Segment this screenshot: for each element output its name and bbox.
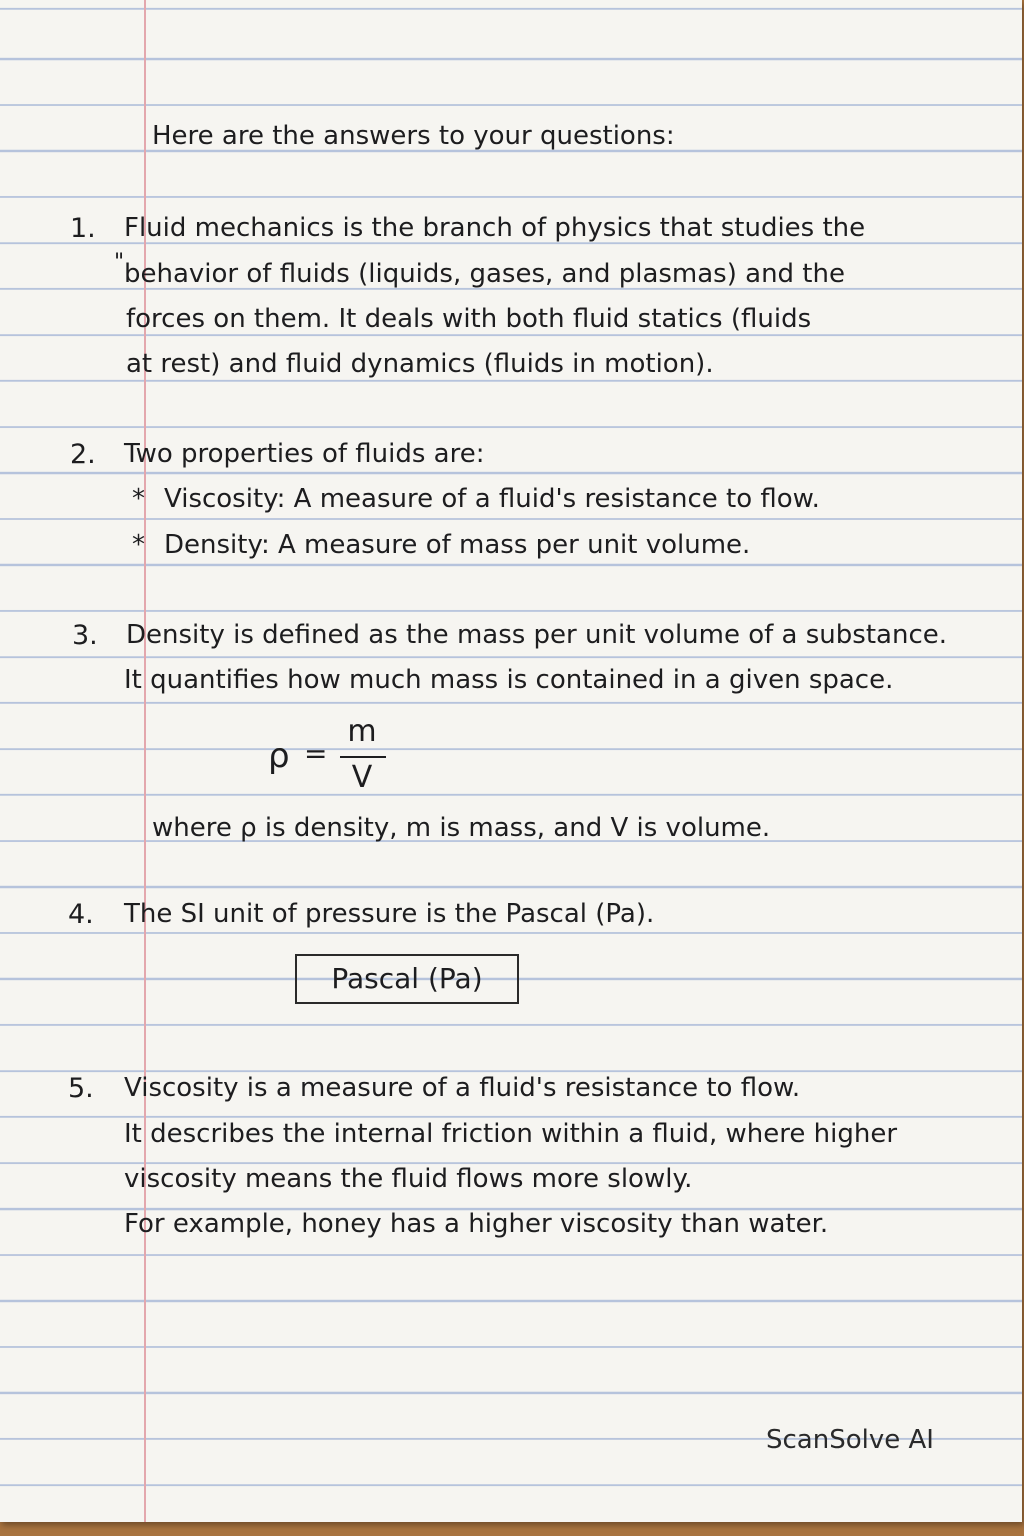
scansolve-signature: ScanSolve AI [766, 1425, 934, 1455]
question-1-line-1: Fluid mechanics is the branch of physics that studies the [124, 213, 866, 243]
question-2-line-1: Two properties of fluids are: [124, 439, 485, 469]
question-5-line-1: Viscosity is a measure of a fluid's resistance to flow. [124, 1073, 801, 1103]
question-4-line-1: The SI unit of pressure is the Pascal (Pa). [124, 899, 655, 929]
question-1-line-2: behavior of fluids (liquids, gases, and plasmas) and the [124, 259, 845, 289]
bullet-asterisk-icon: * [132, 484, 145, 514]
stray-quote-mark: " [114, 250, 125, 275]
question-2-number: 2. [70, 439, 96, 470]
question-1-line-3: forces on them. It deals with both fluid statics (fluids [126, 304, 812, 334]
formula-explanation: where ρ is density, m is mass, and V is volume. [152, 813, 771, 843]
density-formula [268, 714, 398, 798]
formula-rho: ρ [268, 736, 290, 776]
formula-equals: = [304, 737, 328, 770]
boxed-answer [295, 954, 519, 1004]
bullet-text: Viscosity: A measure of a fluid's resistance to flow. [164, 484, 820, 514]
question-3-number: 3. [72, 620, 98, 651]
question-2-bullet-1 [132, 477, 820, 522]
bullet-asterisk-icon: * [132, 530, 145, 560]
question-3-line-2: It quantifies how much mass is contained in a given space. [124, 665, 894, 695]
question-5-line-4: For example, honey has a higher viscosity than water. [124, 1209, 829, 1239]
boxed-answer-text: Pascal (Pa) [331, 962, 483, 995]
question-2-bullet-2 [132, 523, 750, 568]
question-5-line-2: It describes the internal friction within a fluid, where higher [124, 1119, 898, 1149]
question-1-number: 1. [70, 213, 96, 244]
question-1-line-4: at rest) and fluid dynamics (fluids in motion). [126, 349, 714, 379]
fraction-bar [340, 756, 386, 758]
question-3-line-1: Density is defined as the mass per unit volume of a substance. [126, 620, 947, 650]
formula-denominator: V [351, 760, 373, 795]
formula-numerator: m [347, 714, 377, 749]
question-5-line-3: viscosity means the fluid flows more slowly. [124, 1164, 693, 1194]
question-4-number: 4. [68, 899, 94, 930]
intro-text: Here are the answers to your questions: [152, 121, 675, 151]
question-5-number: 5. [68, 1073, 94, 1104]
bullet-text: Density: A measure of mass per unit volume. [164, 530, 751, 560]
